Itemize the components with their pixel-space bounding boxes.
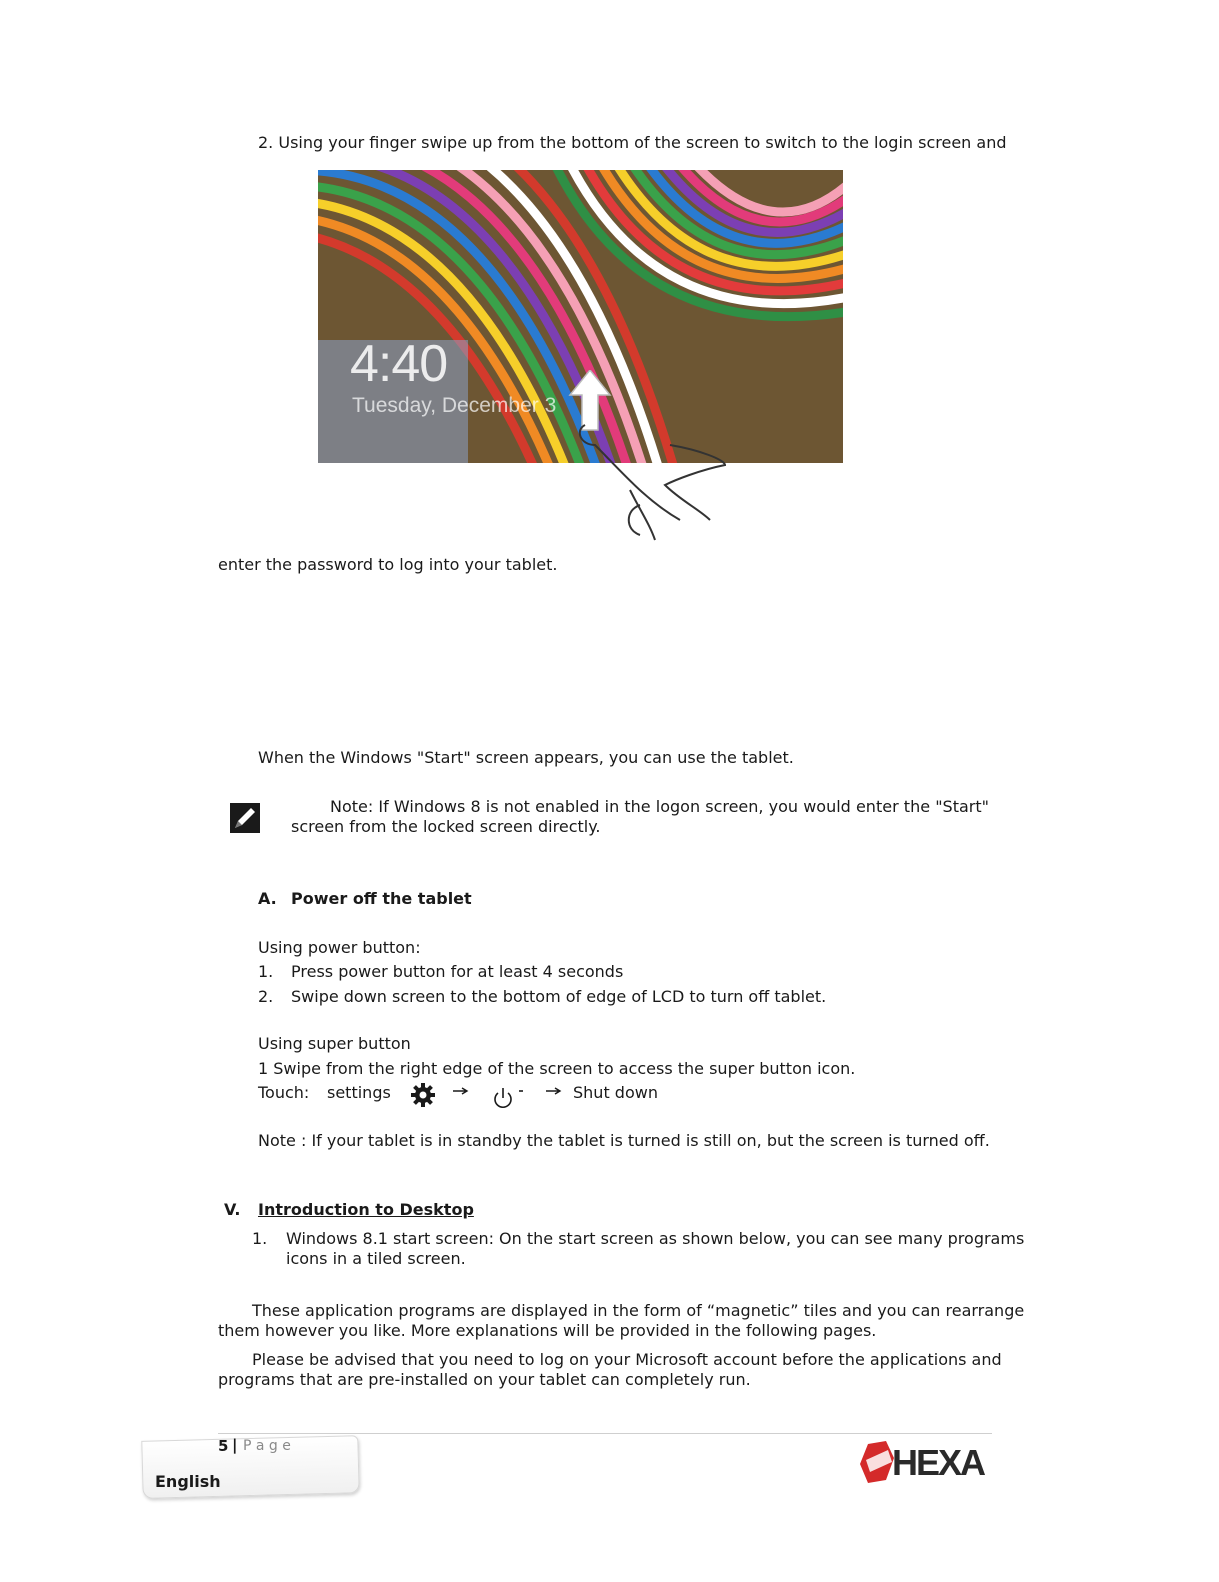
- touch-label: Touch:: [258, 1083, 310, 1102]
- power-step-1-text: Press power button for at least 4 seconds: [291, 962, 624, 981]
- section-v-marker: V.: [224, 1200, 241, 1219]
- page-label: P a g e: [243, 1438, 291, 1454]
- super-button-step: 1 Swipe from the right edge of the screen to access the super button icon.: [258, 1059, 856, 1078]
- swipe-up-hand-icon: [560, 370, 730, 545]
- section-a-marker: A.: [258, 889, 277, 908]
- super-button-intro: Using super button: [258, 1034, 411, 1053]
- power-step-2-number: 2.: [258, 987, 274, 1006]
- power-icon: [492, 1084, 526, 1110]
- lock-screen-date: Tuesday, December 3: [352, 394, 557, 417]
- hexa-logo: [858, 1440, 994, 1484]
- section-a-title: Power off the tablet: [291, 889, 472, 908]
- footer-divider: [218, 1433, 992, 1434]
- power-step-2-text: Swipe down screen to the bottom of edge of LCD to turn off tablet.: [291, 987, 827, 1006]
- section-v-item-line1: Windows 8.1 start screen: On the start screen as shown below, you can see many programs: [286, 1229, 1025, 1248]
- paragraph-account-line1: Please be advised that you need to log on your Microsoft account before the applications and: [252, 1350, 1002, 1369]
- standby-note: Note : If your tablet is in standby the tablet is turned is still on, but the screen is turned off.: [258, 1131, 990, 1150]
- power-step-1-number: 1.: [258, 962, 274, 981]
- page-separator: |: [232, 1436, 238, 1454]
- note1-line1: Note: If Windows 8 is not enabled in the logon screen, you would enter the "Start": [330, 797, 989, 816]
- paragraph-tiles-line2: them however you like. More explanations will be provided in the following pages.: [218, 1321, 877, 1340]
- paragraph-account-line2: programs that are pre-installed on your tablet can completely run.: [218, 1370, 751, 1389]
- step2-line2: enter the password to log into your tablet.: [218, 555, 558, 574]
- lock-screen-time: 4:40: [350, 335, 448, 393]
- paragraph-tiles-line1: These application programs are displayed in the form of “magnetic” tiles and you can rearrange: [252, 1301, 1025, 1320]
- section-v-item-line2: icons in a tiled screen.: [286, 1249, 466, 1268]
- page-number: 5: [218, 1437, 229, 1455]
- note-pencil-icon: [230, 803, 260, 833]
- language-label: English: [155, 1472, 221, 1491]
- start-screen-text: When the Windows "Start" screen appears, you can use the tablet.: [258, 748, 794, 767]
- shutdown-label: Shut down: [573, 1083, 658, 1102]
- note1-line2: screen from the locked screen directly.: [291, 817, 601, 836]
- section-v-item-number: 1.: [252, 1229, 268, 1248]
- section-v-title: Introduction to Desktop: [258, 1200, 474, 1219]
- brand-name: HEXA: [892, 1442, 985, 1483]
- power-button-intro: Using power button:: [258, 938, 421, 957]
- arrow-right-icon: [452, 1085, 470, 1097]
- gear-icon: [410, 1082, 436, 1108]
- settings-label: settings: [327, 1083, 391, 1102]
- step2-line1: 2. Using your finger swipe up from the bottom of the screen to switch to the login screen and: [258, 133, 1007, 152]
- arrow-right-icon: [545, 1085, 563, 1097]
